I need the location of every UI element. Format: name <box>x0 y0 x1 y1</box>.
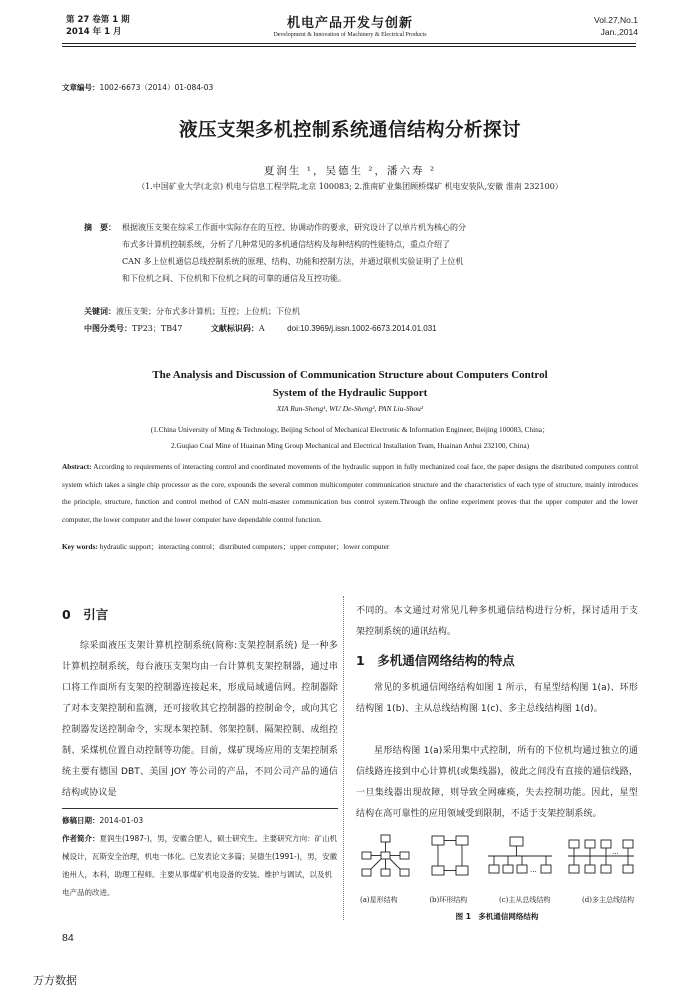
affiliation-en-line1: (1.China University of Ming & Technology, Beijing School of Mechanical Electronic & Information Engineer, Beijing 100083, China； <box>150 425 550 434</box>
ring-topology-diagram <box>432 836 468 875</box>
clc-value: TP23；TB47 <box>132 324 183 333</box>
article-number-value: 1002-6673（2014）01-084-03 <box>99 83 214 92</box>
abstract-en-label: Abstract: <box>62 462 92 471</box>
star-topology-diagram <box>362 835 409 876</box>
keywords-cn <box>84 306 300 317</box>
abstract-cn-line: 布式多计算机控制系统，分析了几种常见的多机通信结构及每种结构的性能特点，重点介绍了 <box>122 240 450 249</box>
title-en-line1: The Analysis and Discussion of Communication Structure about Computers Control <box>152 369 548 381</box>
revision-date-value: 2014-01-03 <box>99 816 144 825</box>
header-rule-thick <box>62 43 636 44</box>
author-bio-label: 作者简介： <box>62 834 100 843</box>
right-intro: 不同的。本文通过对常见几种多机通信结构进行分析，探讨适用于支架控制系统的通讯结构。 <box>356 606 638 637</box>
doc-code-value: A <box>258 324 265 333</box>
keywords-cn-label: 关键词： <box>84 307 116 316</box>
figure-network-structures <box>356 832 638 894</box>
section-1-heading: 1 多机通信网络结构的特点 <box>356 653 515 668</box>
section-1-para2: 星形结构图 1(a)采用集中式控制，所有的下位机均通过独立的通信线路连接到中心计算机(或集线器)，彼此之间没有直接的通信线路，一旦集线器出现故障，则导致全网瘫痪，失去控制功能。因此，星型结构在高可靠性的应用领域受到限制，不适于支架控制系统。 <box>356 746 638 819</box>
author-bio-text: 夏润生(1987-)，男，安徽合肥人，硕士研究生。主要研究方向：矿山机械设计，瓦斯安全治理，机电一体化。已发表论文多篇；吴德生(1991-)，男，安徽池州人，本科，助理工程师。主要从事煤矿机电设备的安装、维护与调试，以及机电产品的改进。 <box>62 834 338 897</box>
master-slave-bus-diagram <box>488 837 552 874</box>
article-number <box>62 82 213 93</box>
keywords-cn-value: 液压支架；分布式多计算机；互控；上位机；下位机 <box>116 307 300 316</box>
header-rule-thin <box>62 46 636 47</box>
abstract-cn-label: 摘 要： <box>84 223 116 232</box>
revision-date-label: 修稿日期： <box>62 816 100 825</box>
bus-ellipsis: ... <box>530 866 537 874</box>
section-0-heading: 0 引言 <box>62 607 109 622</box>
authors-cn: 夏润生 ¹，吴德生 ²，潘六寿 ² <box>263 165 437 177</box>
figure-label-a: (a)星形结构 <box>360 896 398 904</box>
figure-label-b: (b)环形结构 <box>429 896 468 904</box>
column-divider <box>343 596 344 920</box>
abstract-cn-line: CAN 多上位机通信总线控制系统的原理、结构、功能和控制方法，并通过联机实验证明了上位机 <box>122 257 464 266</box>
title-en-line2: System of the Hydraulic Support <box>272 387 428 399</box>
doi: doi:10.3969/j.issn.1002-6673.2014.01.031 <box>287 324 437 333</box>
header-volume-en <box>594 14 638 38</box>
journal-title-cn: 机电产品开发与创新 <box>286 16 413 31</box>
section-0-body: 综采面液压支架计算机控制系统(简称:支架控制系统) 是一种多计算机控制系统，每台液压支架均由一台计算机支架控制器，通过串口将工作面所有支架的控制器连接起来，形成局域通信网。控制器除了对本支架控制和监测，还可接收其它控制器的控制命令，或向其它控制器发送控制命令，实现本架控制、邻架控制、隔架控制、成组控制、采煤机位置自动控制等功能。目前，煤矿现场应用的支架控制系统主要有德国 DBT、美国 JOY 等公司的产品，不同公司产品的通信结构或协议是 <box>62 641 338 798</box>
figure-label-d: (d)多主总线结构 <box>582 896 634 904</box>
affiliation-cn: （1.中国矿业大学(北京) 机电与信息工程学院,北京 100083; 2.淮南矿业集团顾桥煤矿 机电安装队,安徽 淮南 232100） <box>137 182 563 191</box>
keywords-en-label: Key words: <box>62 542 98 551</box>
volume-en: Vol.27,No.1 <box>594 15 638 25</box>
footnote-rule <box>62 808 338 809</box>
bus-ellipsis: ... <box>612 848 619 856</box>
affiliation-en-line2: 2.Guqiao Coal Mine of Huainan Ming Group Mechanical and Electrical Installation Team, Huainan Anhui 232100, China) <box>170 441 530 450</box>
footnote <box>62 812 338 902</box>
page-title: 液压支架多机控制系统通信结构分析探讨 <box>178 120 521 141</box>
affiliation-en <box>0 422 700 454</box>
clc-label: 中图分类号： <box>84 324 132 333</box>
section-1-para1: 常见的多机通信网络结构如图 1 所示，有星型结构图 1(a)、环形结构图 1(b)、主从总线结构图 1(c)、多主总线结构图 1(d)。 <box>356 683 638 714</box>
journal-title-en: Development & Innovation of Machinery & Electrical Products <box>273 32 427 38</box>
page-number: 84 <box>62 932 74 944</box>
abstract-cn-line: 和下位机之间、下位机和下位机之间的可靠的通信及互控功能。 <box>122 274 346 283</box>
article-number-label: 文章编号： <box>62 83 100 92</box>
abstract-en <box>62 458 638 528</box>
authors-en: XIA Run-Sheng¹, WU De-Sheng², PAN Liu-Shou² <box>276 404 424 413</box>
abstract-cn-line: 根据液压支架在综采工作面中实际存在的互控、协调动作的要求，研究设计了以单片机为核心的分 <box>122 223 466 232</box>
figure-label-c: (c)主从总线结构 <box>498 896 551 904</box>
abstract-en-text: According to requirements of interacting control and coordinated movements of the hydraulic support in fully mechanized coal face, the paper designs the distributed computers control system which takes a single chip processor as the core, expounds the several common multicomputer communication structure and the characteristics of each type of structure, mainly introduces the principle, structure, function and control method of CAN multi-master communication bus control system.Through the online experiment proves that the upper computer and the lower computer, the lower computer and the lower computer have dependable control function. <box>62 462 638 524</box>
doc-code-label: 文献标识码： <box>210 324 259 333</box>
figure-sublabels <box>356 895 638 905</box>
classification <box>84 323 437 334</box>
volume-cn: 第 27 卷第 1 期 <box>66 15 130 25</box>
keywords-en <box>62 542 389 552</box>
date-en: Jan.,2014 <box>600 27 638 37</box>
figure-title: 图 1 多机通信网络结构 <box>455 912 539 921</box>
date-cn: 2014 年 1 月 <box>66 27 122 37</box>
multi-master-bus-diagram <box>568 840 634 873</box>
title-en <box>0 366 700 402</box>
keywords-en-value: hydraulic support；interacting control；distributed computers；upper computer；lower computer <box>99 542 390 551</box>
watermark: 万方数据 <box>33 974 77 987</box>
